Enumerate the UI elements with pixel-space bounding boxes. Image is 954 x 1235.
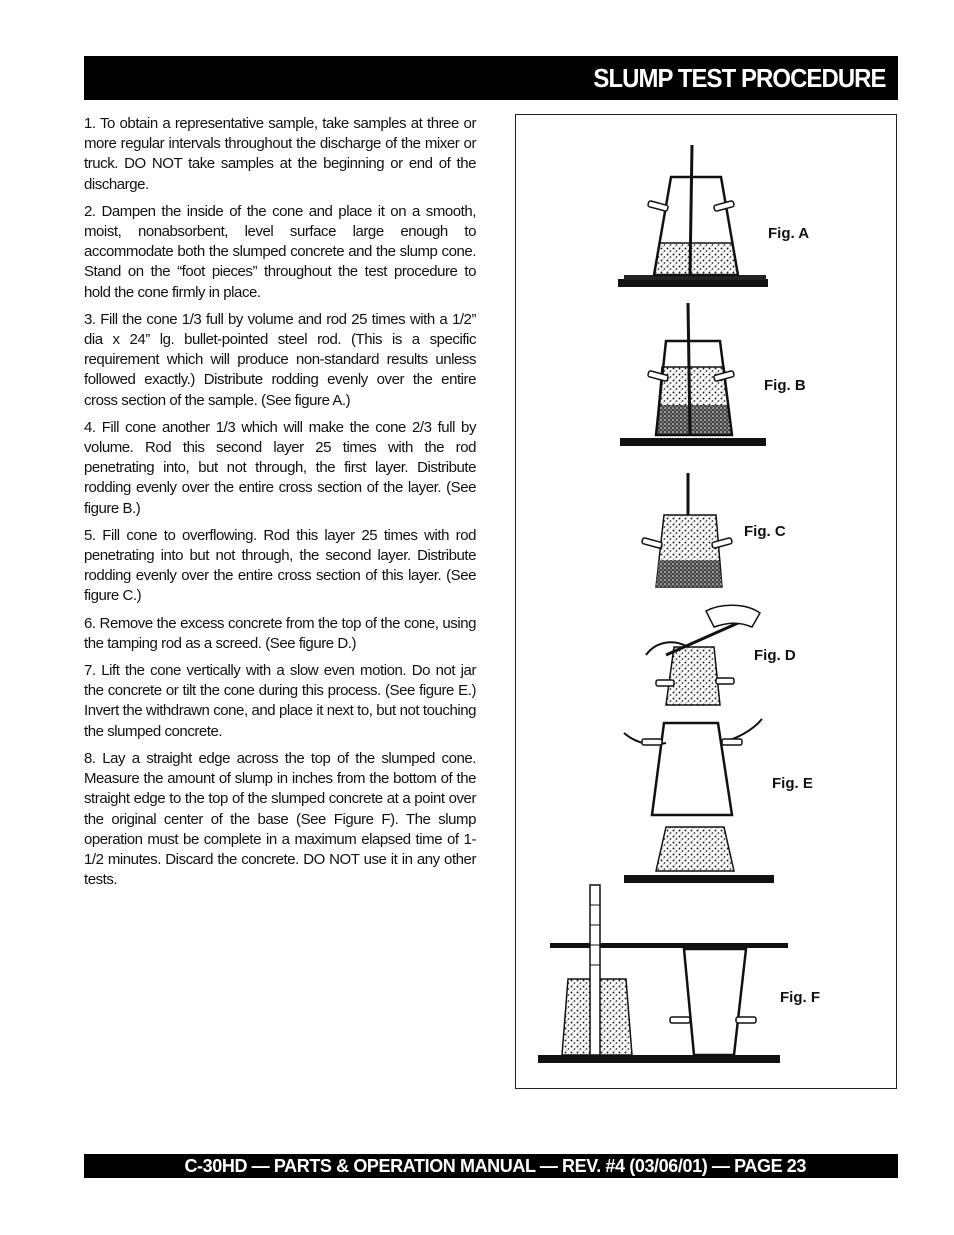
fig-c-label: Fig. C (744, 523, 786, 540)
fig-d-label: Fig. D (754, 647, 796, 664)
step-7: 7. Lift the cone vertically with a slow even motion. Do not jar the concrete or tilt the cone during this process. (See figure E.) Invert the withdrawn cone, and place it next to, but not touching the slumped concrete. (84, 662, 476, 740)
step-2: 2. Dampen the inside of the cone and place it on a smooth, moist, nonabsorbent, level surface large enough to accommodate both the slumped concrete and the slump cone. Stand on the “foot pieces” throughout the test procedure to hold the cone firmly in place. (84, 202, 476, 301)
footer-text: C-30HD — PARTS & OPERATION MANUAL — REV. #4 (03/06/01) — PAGE 23 (184, 1155, 806, 1176)
step-5: 5. Fill cone to overflowing. Rod this layer 25 times with rod penetrating into but not through, the second layer. Distribute rodding evenly over the entire cross section of this layer. (See figure C.) (84, 526, 476, 605)
figure-e-drawing (624, 719, 774, 883)
fig-a-label: Fig. A (768, 225, 810, 242)
step-1: 1. To obtain a representative sample, take samples at three or more regular intervals throughout the discharge of the mixer or truck. DO NOT take samples at the beginning or end of the discharge. (84, 115, 476, 193)
fig-b-label: Fig. B (764, 377, 806, 394)
page-footer (84, 1154, 898, 1178)
step-6: 6. Remove the excess concrete from the top of the cone, using the tamping rod as a screed. (See figure D.) (84, 614, 476, 652)
page-header (84, 56, 898, 100)
figure-a-drawing (618, 145, 768, 287)
step-8: 8. Lay a straight edge across the top of the slumped cone. Measure the amount of slump in inches from the bottom of the straight edge to the top of the slumped concrete at a point over the original center of the base (See Figure F). The slump operation must be complete in a maximum elapsed time of 1-1/2 minutes. Discard the concrete. DO NOT use it in any other tests. (84, 749, 476, 889)
figure-b-drawing (620, 303, 766, 446)
slump-test-figures (515, 114, 897, 1089)
figure-c-drawing (642, 473, 733, 587)
page-title: SLUMP TEST PROCEDURE (593, 62, 886, 93)
fig-e-label: Fig. E (772, 775, 813, 792)
procedure-steps (84, 114, 476, 897)
figure-d-drawing (646, 605, 760, 705)
figure-f-drawing (538, 885, 788, 1063)
fig-f-label: Fig. F (780, 989, 820, 1006)
step-4: 4. Fill cone another 1/3 which will make the cone 2/3 full by volume. Rod this second layer 25 times with the rod penetrating into, but not through, the first layer. Distribute rodding evenly over the entire cross section of the layer. (See figure B.) (84, 418, 476, 517)
step-3: 3. Fill the cone 1/3 full by volume and rod 25 times with a 1/2” dia x 24” lg. bullet-pointed steel rod. (This is a specific requirement which will produce non-standard results unless followed exactly.) Distribute rodding evenly over the entire cross section of the sample. (See figure A.) (84, 310, 476, 409)
